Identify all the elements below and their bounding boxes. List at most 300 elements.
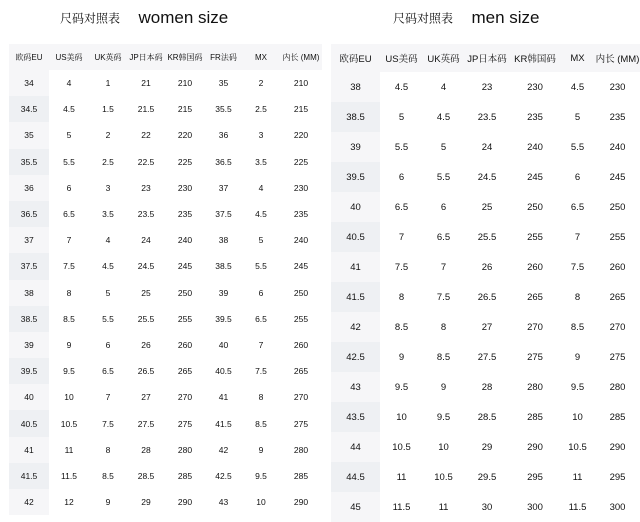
table-cell: 260 (293, 339, 309, 350)
table-row (331, 282, 640, 312)
table-cell: 9.5 (570, 381, 585, 393)
table-cell: 8.5 (570, 321, 585, 333)
table-cell: 42 (331, 312, 380, 342)
table-row (331, 432, 640, 462)
table-cell: 23 (481, 81, 493, 93)
table-cell: 11 (438, 501, 449, 513)
women-header-cell: FR法码 (205, 44, 242, 70)
table-cell: 220 (177, 130, 193, 141)
men-header-cell: 内长 (MM) (595, 44, 640, 72)
table-row (9, 122, 322, 148)
table-cell: 285 (527, 411, 543, 423)
table-row (9, 280, 322, 306)
table-cell: 3.5 (255, 156, 267, 167)
table-cell: 240 (177, 235, 193, 246)
table-cell: 40.5 (9, 410, 49, 436)
table-cell: 40 (331, 192, 380, 222)
table-row (9, 384, 322, 410)
table-cell: 28.5 (477, 411, 497, 423)
table-cell: 23.5 (137, 209, 155, 220)
table-cell: 42 (218, 444, 229, 455)
table-cell: 25.5 (477, 231, 497, 243)
table-cell: 39 (331, 132, 380, 162)
table-cell: 38.5 (9, 306, 49, 332)
table-cell: 265 (609, 291, 626, 303)
table-cell: 275 (177, 418, 193, 429)
table-cell: 235 (293, 209, 309, 220)
table-cell: 42.5 (331, 342, 380, 372)
table-cell: 235 (609, 111, 626, 123)
table-cell: 235 (527, 111, 543, 123)
table-cell: 45 (331, 492, 380, 522)
table-cell: 34 (9, 70, 49, 96)
table-cell: 39.5 (9, 358, 49, 384)
table-cell: 40 (218, 339, 229, 350)
table-cell: 39.5 (215, 313, 232, 324)
table-cell: 9 (105, 497, 111, 508)
table-cell: 35 (218, 78, 229, 89)
table-cell: 12 (64, 497, 74, 508)
table-cell: 225 (177, 156, 193, 167)
table-cell: 250 (177, 287, 193, 298)
table-cell: 220 (293, 130, 309, 141)
table-cell: 21 (141, 78, 151, 89)
men-header-cell: US美码 (380, 44, 423, 72)
table-cell: 27 (481, 321, 493, 333)
women-table-header (9, 44, 322, 70)
table-cell: 5.5 (570, 141, 585, 153)
table-cell: 4.5 (255, 209, 267, 220)
table-cell: 21.5 (137, 104, 155, 115)
women-size-table (9, 44, 322, 515)
women-header-cell: US美码 (49, 44, 89, 70)
table-cell: 9.5 (436, 411, 451, 423)
table-cell: 7 (258, 339, 264, 350)
table-cell: 26 (481, 261, 493, 273)
table-cell: 230 (527, 81, 543, 93)
table-cell: 270 (609, 321, 626, 333)
table-cell: 6.5 (255, 313, 267, 324)
table-row (9, 96, 322, 122)
table-cell: 7 (398, 231, 405, 243)
table-cell: 6.5 (102, 366, 114, 377)
table-cell: 245 (293, 261, 309, 272)
table-cell: 8 (105, 444, 111, 455)
table-cell: 260 (527, 261, 543, 273)
table-cell: 25 (141, 287, 151, 298)
table-row (9, 253, 322, 279)
table-cell: 27.5 (137, 418, 155, 429)
table-cell: 37 (9, 227, 49, 253)
table-cell: 38 (9, 280, 49, 306)
table-cell: 245 (609, 171, 626, 183)
table-cell: 6 (398, 171, 405, 183)
table-cell: 5 (105, 287, 111, 298)
table-cell: 38.5 (215, 261, 232, 272)
table-row (9, 201, 322, 227)
table-cell: 5 (574, 111, 581, 123)
table-row (331, 162, 640, 192)
table-cell: 25.5 (137, 313, 155, 324)
table-cell: 4.5 (394, 81, 409, 93)
table-cell: 300 (609, 501, 626, 513)
table-cell: 38 (331, 72, 380, 102)
table-cell: 8.5 (102, 470, 114, 481)
table-cell: 260 (177, 339, 193, 350)
table-cell: 9 (258, 444, 264, 455)
table-cell: 10 (438, 441, 449, 453)
table-cell: 285 (177, 470, 193, 481)
table-cell: 4 (66, 78, 72, 89)
table-cell: 265 (293, 366, 309, 377)
table-cell: 265 (177, 366, 193, 377)
table-cell: 230 (177, 182, 193, 193)
table-cell: 7 (440, 261, 447, 273)
table-row (331, 342, 640, 372)
table-cell: 1.5 (102, 104, 114, 115)
women-header-cell: MX (242, 44, 280, 70)
table-cell: 24.5 (477, 171, 497, 183)
women-header-cell: UK英码 (89, 44, 127, 70)
table-cell: 295 (527, 471, 543, 483)
table-cell: 7 (574, 231, 581, 243)
table-cell: 28.5 (137, 470, 155, 481)
table-cell: 36 (218, 130, 229, 141)
women-title-en: women size (138, 8, 229, 27)
table-cell: 24.5 (137, 261, 155, 272)
table-cell: 5.5 (63, 156, 75, 167)
table-row (9, 489, 322, 515)
table-cell: 42 (9, 489, 49, 515)
table-cell: 22.5 (137, 156, 155, 167)
table-cell: 5.5 (394, 141, 409, 153)
women-title-cn: 尺码对照表 (60, 11, 121, 26)
table-cell: 215 (177, 104, 193, 115)
table-row (331, 132, 640, 162)
table-cell: 41 (331, 252, 380, 282)
table-cell: 44 (331, 432, 380, 462)
table-cell: 240 (293, 235, 309, 246)
table-cell: 40.5 (215, 366, 232, 377)
table-row (331, 192, 640, 222)
men-header-cell: UK英码 (423, 44, 464, 72)
table-cell: 255 (177, 313, 193, 324)
table-cell: 39 (218, 287, 229, 298)
table-cell: 280 (177, 444, 193, 455)
table-cell: 4.5 (570, 81, 585, 93)
men-title-cn: 尺码对照表 (393, 11, 454, 26)
table-cell: 8.5 (436, 351, 451, 363)
table-cell: 35.5 (215, 104, 232, 115)
table-cell: 7.5 (63, 261, 75, 272)
table-row (9, 70, 322, 96)
table-row (331, 72, 640, 102)
table-cell: 290 (609, 441, 626, 453)
table-cell: 10 (396, 411, 407, 423)
table-cell: 8 (258, 392, 264, 403)
table-cell: 4 (105, 235, 111, 246)
table-cell: 10 (256, 497, 266, 508)
men-header-cell: KR韩国码 (510, 44, 560, 72)
table-row (331, 402, 640, 432)
table-cell: 250 (293, 287, 309, 298)
table-row (331, 312, 640, 342)
table-cell: 9.5 (63, 366, 75, 377)
table-row (9, 149, 322, 175)
table-cell: 26.5 (137, 366, 155, 377)
table-cell: 5 (398, 111, 405, 123)
table-cell: 6 (574, 171, 581, 183)
table-cell: 10.5 (434, 471, 453, 483)
table-cell: 270 (293, 392, 309, 403)
table-cell: 44.5 (331, 462, 380, 492)
table-cell: 41 (218, 392, 229, 403)
table-cell: 285 (609, 411, 626, 423)
table-cell: 8.5 (394, 321, 409, 333)
table-row (9, 358, 322, 384)
table-cell: 2.5 (255, 104, 267, 115)
table-cell: 11 (396, 471, 407, 483)
table-cell: 10.5 (392, 441, 411, 453)
table-cell: 295 (609, 471, 626, 483)
table-cell: 5 (440, 141, 447, 153)
table-cell: 270 (527, 321, 543, 333)
men-table-header (331, 44, 640, 72)
table-cell: 40 (9, 384, 49, 410)
men-header-cell: MX (560, 44, 595, 72)
table-cell: 7.5 (436, 291, 451, 303)
table-cell: 255 (527, 231, 543, 243)
table-cell: 38.5 (331, 102, 380, 132)
table-cell: 265 (527, 291, 543, 303)
table-cell: 290 (527, 441, 543, 453)
table-cell: 5 (258, 235, 264, 246)
table-cell: 10.5 (60, 418, 78, 429)
table-cell: 28 (141, 444, 151, 455)
table-cell: 5.5 (436, 171, 451, 183)
table-cell: 8.5 (255, 418, 267, 429)
table-cell: 43.5 (331, 402, 380, 432)
table-row (9, 306, 322, 332)
men-header-cell: 欧码EU (331, 44, 380, 72)
women-header-cell: 内长 (MM) (280, 44, 322, 70)
table-cell: 285 (293, 470, 309, 481)
table-cell: 41.5 (215, 418, 232, 429)
table-cell: 275 (527, 351, 543, 363)
table-cell: 260 (609, 261, 626, 273)
table-cell: 4 (258, 182, 264, 193)
table-cell: 5.5 (102, 313, 114, 324)
table-cell: 8 (574, 291, 581, 303)
table-cell: 6.5 (394, 201, 409, 213)
table-row (9, 175, 322, 201)
table-cell: 11 (572, 471, 583, 483)
table-cell: 255 (293, 313, 309, 324)
table-cell: 41 (9, 437, 49, 463)
table-cell: 210 (293, 78, 309, 89)
table-cell: 35.5 (9, 149, 49, 175)
table-cell: 26 (141, 339, 151, 350)
table-cell: 8 (66, 287, 72, 298)
table-cell: 43 (331, 372, 380, 402)
table-cell: 9 (398, 351, 405, 363)
table-cell: 270 (177, 392, 193, 403)
table-cell: 3 (258, 130, 264, 141)
table-cell: 25 (481, 201, 493, 213)
table-row (9, 410, 322, 436)
table-cell: 10.5 (568, 441, 587, 453)
table-cell: 7 (105, 392, 111, 403)
women-header-cell: KR韩国码 (165, 44, 205, 70)
table-row (331, 102, 640, 132)
men-title-en: men size (471, 8, 540, 27)
men-size-heading (393, 8, 540, 28)
table-cell: 4.5 (436, 111, 451, 123)
table-row (331, 372, 640, 402)
table-cell: 5 (66, 130, 72, 141)
table-cell: 9 (66, 339, 72, 350)
table-cell: 11.5 (568, 501, 587, 513)
table-row (331, 492, 640, 522)
table-cell: 215 (293, 104, 309, 115)
table-cell: 29 (141, 497, 151, 508)
table-cell: 26.5 (477, 291, 497, 303)
table-cell: 7.5 (255, 366, 267, 377)
table-cell: 23 (141, 182, 151, 193)
table-cell: 290 (177, 497, 193, 508)
table-cell: 7.5 (394, 261, 409, 273)
women-table-body (9, 70, 322, 515)
table-row (331, 462, 640, 492)
table-cell: 2.5 (102, 156, 114, 167)
table-cell: 7.5 (570, 261, 585, 273)
table-cell: 210 (177, 78, 193, 89)
table-cell: 24 (481, 141, 493, 153)
table-row (9, 227, 322, 253)
table-cell: 27.5 (477, 351, 497, 363)
table-cell: 39.5 (331, 162, 380, 192)
table-cell: 250 (527, 201, 543, 213)
table-cell: 2 (258, 78, 264, 89)
table-cell: 7.5 (102, 418, 114, 429)
table-cell: 1 (105, 78, 111, 89)
table-cell: 2 (105, 130, 111, 141)
table-cell: 36.5 (9, 201, 49, 227)
table-cell: 37.5 (9, 253, 49, 279)
table-cell: 230 (609, 81, 626, 93)
table-cell: 5.5 (255, 261, 267, 272)
table-cell: 290 (293, 497, 309, 508)
table-cell: 35 (9, 122, 49, 148)
table-row (9, 437, 322, 463)
table-cell: 8.5 (63, 313, 75, 324)
table-cell: 8 (398, 291, 405, 303)
table-cell: 30 (481, 501, 493, 513)
table-cell: 34.5 (9, 96, 49, 122)
table-cell: 37.5 (215, 209, 232, 220)
table-cell: 29.5 (477, 471, 497, 483)
table-cell: 36 (9, 175, 49, 201)
table-cell: 6.5 (570, 201, 585, 213)
table-cell: 280 (609, 381, 626, 393)
table-cell: 280 (293, 444, 309, 455)
table-cell: 6 (66, 182, 72, 193)
table-cell: 3.5 (102, 209, 114, 220)
table-cell: 7 (66, 235, 72, 246)
table-cell: 230 (293, 182, 309, 193)
table-cell: 42.5 (215, 470, 232, 481)
table-cell: 29 (481, 441, 493, 453)
table-cell: 11.5 (392, 501, 411, 513)
table-row (9, 463, 322, 489)
men-table-body (331, 72, 640, 522)
table-cell: 8 (440, 321, 447, 333)
table-cell: 245 (527, 171, 543, 183)
table-cell: 255 (609, 231, 626, 243)
table-cell: 24 (141, 235, 151, 246)
women-size-heading (60, 8, 228, 28)
table-cell: 4 (440, 81, 447, 93)
table-cell: 6.5 (436, 231, 451, 243)
table-cell: 6 (105, 339, 111, 350)
table-cell: 43 (218, 497, 229, 508)
table-cell: 6 (258, 287, 264, 298)
table-cell: 9 (440, 381, 447, 393)
men-header-cell: JP日本码 (464, 44, 510, 72)
table-row (9, 332, 322, 358)
table-row (331, 252, 640, 282)
table-cell: 4.5 (102, 261, 114, 272)
table-cell: 23.5 (477, 111, 497, 123)
men-size-table (331, 44, 640, 522)
table-cell: 37 (218, 182, 229, 193)
table-row (331, 222, 640, 252)
table-cell: 22 (141, 130, 151, 141)
table-cell: 40.5 (331, 222, 380, 252)
table-cell: 27 (141, 392, 151, 403)
table-cell: 240 (527, 141, 543, 153)
table-cell: 4.5 (63, 104, 75, 115)
table-cell: 225 (293, 156, 309, 167)
women-header-cell: 欧码EU (9, 44, 49, 70)
table-cell: 6 (440, 201, 447, 213)
table-cell: 9 (574, 351, 581, 363)
table-cell: 11 (64, 444, 74, 455)
table-cell: 38 (218, 235, 229, 246)
table-cell: 240 (609, 141, 626, 153)
table-cell: 28 (481, 381, 493, 393)
table-cell: 9.5 (255, 470, 267, 481)
table-cell: 41.5 (331, 282, 380, 312)
table-cell: 280 (527, 381, 543, 393)
table-cell: 275 (609, 351, 626, 363)
women-header-cell: JP日本码 (127, 44, 165, 70)
table-cell: 6.5 (63, 209, 75, 220)
table-cell: 41.5 (9, 463, 49, 489)
table-cell: 39 (9, 332, 49, 358)
table-cell: 10 (572, 411, 583, 423)
table-cell: 3 (105, 182, 111, 193)
table-cell: 235 (177, 209, 193, 220)
table-cell: 250 (609, 201, 626, 213)
table-cell: 245 (177, 261, 193, 272)
table-cell: 36.5 (215, 156, 232, 167)
table-cell: 9.5 (394, 381, 409, 393)
table-cell: 300 (527, 501, 543, 513)
table-cell: 11.5 (61, 470, 77, 481)
table-cell: 275 (293, 418, 309, 429)
table-cell: 10 (64, 392, 74, 403)
